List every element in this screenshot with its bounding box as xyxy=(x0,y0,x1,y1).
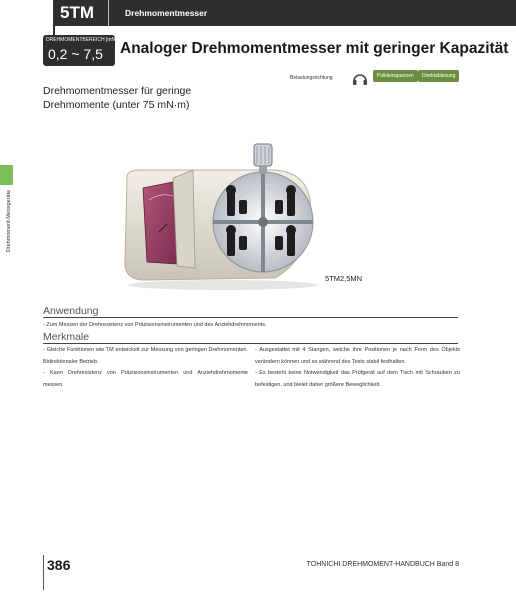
application-text: - Zum Messen der Drehresistenz von Präzisionsinstrumenten und des Anziehdrehmoments. xyxy=(43,322,267,328)
feature-item: - Ausgestattet mit 4 Stangen, welche ihre Positionen je nach Form des Objekts verändern können und es während des Tests stabil festhalten. xyxy=(255,347,460,365)
features-right-column xyxy=(255,345,460,391)
feature-item: - Es besteht keine Notwendigkeit das Prüfgerät auf dem Tisch mit Schrauben zu befestigen, und bietet daher größere Beweglichkeit. xyxy=(255,370,460,388)
torque-range-label: DREHMOMENTBEREICH [mN·m] xyxy=(46,37,123,43)
feature-item: - Gleiche Funktionen wie TM entwickelt zur Messung von geringen Drehmomenten. Bidirektionaler Betrieb. xyxy=(43,347,248,365)
footer-divider xyxy=(43,555,44,590)
features-heading: Merkmale xyxy=(43,331,90,343)
page-title: Analoger Drehmomentmesser mit geringer Kapazität xyxy=(120,40,509,57)
load-direction-label: Belastungsrichtung xyxy=(290,75,333,81)
features-rule xyxy=(43,343,458,344)
badge-pole-clamping: Polkleinspannen xyxy=(373,70,418,82)
header-title: Drehmomentmesser xyxy=(125,8,208,18)
book-title: TOHNICHI DREHMOMENT-HANDBUCH Band 8 xyxy=(306,561,459,568)
torque-gauge-photo xyxy=(115,140,325,290)
model-label: 5TM2,5MN xyxy=(325,274,363,283)
headphone-icon xyxy=(352,72,368,86)
page-number: 386 xyxy=(47,557,71,573)
feature-item: - Kann Drehresistenz von Präzisionsinstrumenten und Anziehdrehmomente messen. xyxy=(43,370,248,388)
subtitle-line-1: Drehmomentmesser für geringe xyxy=(43,85,192,97)
subtitle-line-2: Drehmomente (unter 75 mN·m) xyxy=(43,99,190,111)
model-code: 5TM xyxy=(60,3,94,22)
badge-direct-reading: Direktablesung xyxy=(418,70,459,82)
torque-range-value: 0,2 ~ 7,5 xyxy=(48,46,103,62)
application-rule xyxy=(43,317,458,318)
product-subtitle xyxy=(43,84,273,112)
side-section-label: Drehmoment-Messgeräte xyxy=(6,189,12,253)
features-left-column xyxy=(43,345,248,391)
application-heading: Anwendung xyxy=(43,305,99,317)
header-bar xyxy=(53,0,516,26)
